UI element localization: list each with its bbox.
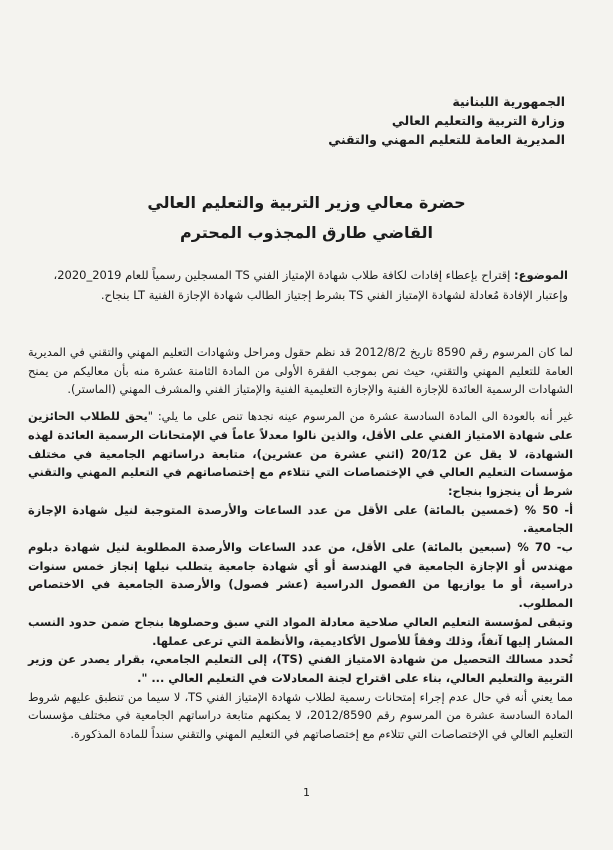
paragraph-conclusion: مما يعني أنه في حال عدم إجراء إمتحانات رسمية لطلاب شهادة الإمتياز الفني TS، لا سيما من تنطبق عليهم شروط المادة السادسة عشرة من المرسوم رقم 2012/8590، لا يمكنهم متابعة دراساتهم الجامعية في مختلف مؤسسات التعليم العالي في الإختصاصات التي تتلاءم مع إختصاصاتهم في التعليم المهني والتقني سنداً للمادة المذكورة. xyxy=(28,689,574,742)
letterhead-republic: الجمهورية اللبنانية xyxy=(452,94,565,109)
paragraph-equivalence: وتبقى لمؤسسة التعليم العالي صلاحية معادلة المواد التي سبق وحصلوها بنجاح ضمن حدود النسب المشار إليها آنفاً، وذلك وفقاً للأصول الأكاديمية، والأنظمة التي ترعى عملها. xyxy=(28,614,573,648)
addressee-title: حضرة معالي وزير التربية والتعليم العالي xyxy=(147,193,466,212)
paragraph-decree: لما كان المرسوم رقم 8590 تاريخ 2012/8/2 قد نظم حقول ومراحل وشهادات التعليم المهني والتقني في المديرية العامة للتعليم المهني والتقني، حيث نص بموجب الفقرة الأولى من المادة الثامنة عشرة منه بأن معاليكم من يمنح الشهادات الرسمية العائدة للإجازة الفنية والإجازة التعليمية الفنية والإمتياز الفني والمشرف المهني (الماستر). xyxy=(28,345,574,397)
paragraph-article-16 xyxy=(28,407,573,501)
letterhead-ministry: وزارة التربية والتعليم العالي xyxy=(391,113,565,128)
letter-body xyxy=(28,343,573,744)
page-number: 1 xyxy=(303,786,310,799)
subject-block xyxy=(30,265,568,305)
article-16-quote: يحق للطلاب الحائزين على شهادة الامتياز الفني على الأقل، والذين نالوا معدلاً عاماً في الإمتحانات الرسمية العائدة لهذه الشهادة، لا يقل عن 20/12 (اثني عشرة من عشرين)، متابعة دراساتهم الجامعية في مختلف مؤسسات التعليم العالي في الإختصاصات التي تتلاءم مع إختصاصاتهم في التعليم المهني والتقني شرط أن ينجزوا بنجاح: xyxy=(28,409,573,498)
subject-label: الموضوع: xyxy=(514,268,568,282)
subject-text-1: إقتراح بإعطاء إفادات لكافة طلاب شهادة الإمتياز الفني TS المسجلين رسمياً للعام 2019_2020، xyxy=(53,268,511,282)
addressee xyxy=(100,188,513,248)
letterhead xyxy=(305,92,565,149)
addressee-name: القاضي طارق المجذوب المحترم xyxy=(180,223,433,242)
subject-text-2: وإعتبار الإفادة مُعادلة لشهادة الإمتياز الفني TS بشرط إجتياز الطالب شهادة الإجازة الفنية LT بنجاح. xyxy=(100,288,568,302)
paragraph-pathways: تُحدد مسالك التحصيل من شهادة الامتياز الفني (TS)، إلى التعليم الجامعي، بقرار يصدر عن وزير التربية والتعليم العالي، بناء على اقتراح لجنة المعادلات في التعليم العالي ... ". xyxy=(28,652,573,685)
article-16-intro: غير أنه بالعودة الى المادة السادسة عشرة من المرسوم عينه نجدها تنص على ما يلي: " xyxy=(147,409,573,424)
letterhead-directorate: المديرية العامة للتعليم المهني والتقني xyxy=(328,132,565,147)
condition-a: أ- 50 % (خمسين بالمائة) على الأقل من عدد الساعات والأرصدة المتوجبة لنيل شهادة الإجازة الجامعية. xyxy=(28,502,573,536)
subject-line-1 xyxy=(30,265,568,285)
condition-b: ب- 70 % (سبعين بالمائة) على الأقل، من عدد الساعات والأرصدة المطلوبة لنيل شهادة دبلوم مهندس أو الإجازة الجامعية في الهندسة أو أي شهادة جامعية يتطلب نيلها إنجاز خمس سنوات دراسية، أو ما يوازيها من الفصول الدراسية (عشر فصول) والأرصدة الجامعية في الاختصاص المطلوب. xyxy=(28,540,573,611)
